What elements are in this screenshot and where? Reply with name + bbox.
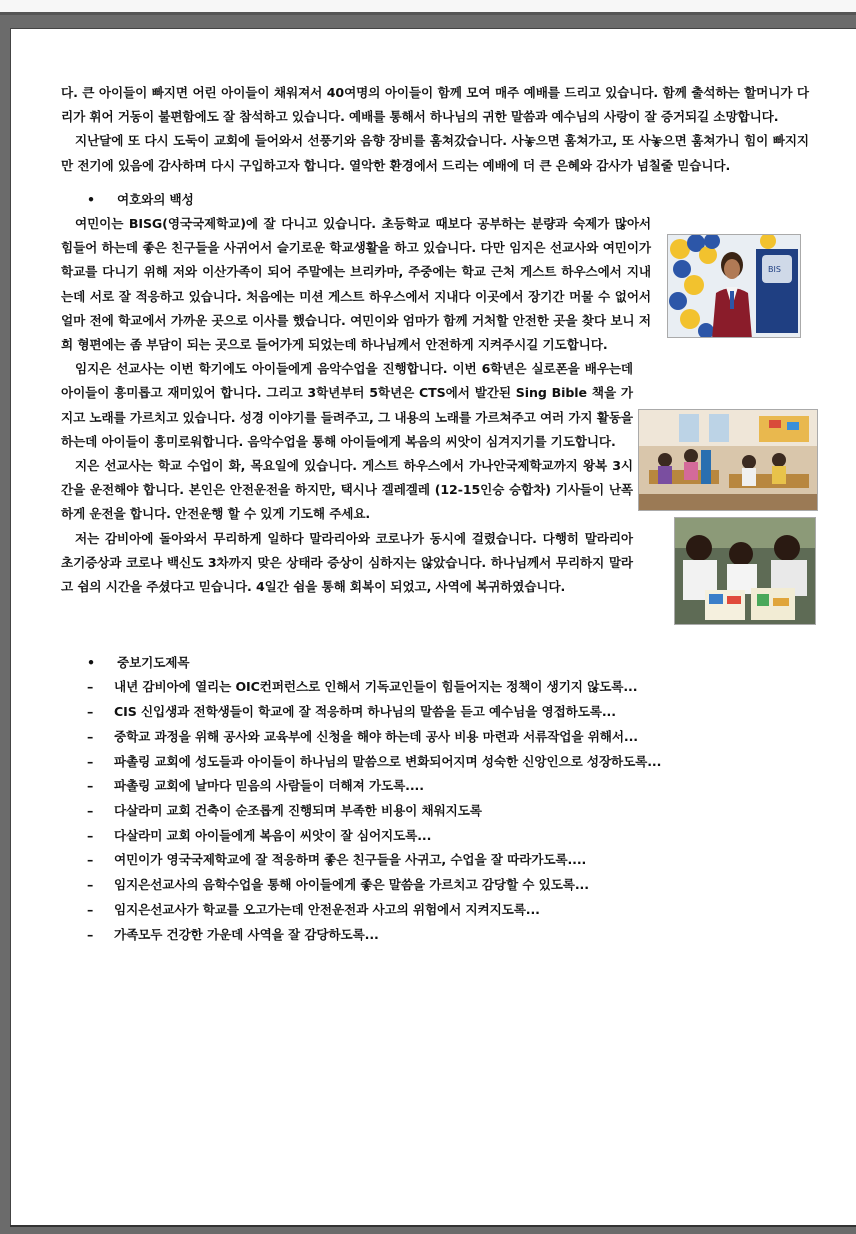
document-page bbox=[10, 28, 856, 1225]
section-heading-people bbox=[61, 188, 809, 212]
float-spacer-2 bbox=[633, 355, 809, 585]
paragraph-health: 저는 감비아에 돌아와서 무리하게 일하다 말라리아와 코로나가 동시에 걸렸습니다. 다행히 말라리아 초기증상과 코로나 백신도 3차까지 맞은 상태라 증상이 심하지는 않았습니다. 하나님께서 무리하지 말라고 쉼의 시간을 주셨다고 믿습니다. 4일간 쉼을 통해 회복이 되었고, 사역에 복귀하였습니다. bbox=[61, 530, 633, 595]
list-item: – 가족모두 건강한 가운데 사역을 잘 감당하도록... bbox=[87, 926, 379, 942]
letter-body bbox=[61, 81, 809, 947]
paragraph-theft: 지난달에 또 다시 도둑이 교회에 들어와서 선풍기와 음향 장비를 훔쳐갔습니다. 사놓으면 훔쳐가고, 또 사놓으면 훔쳐가니 힘이 빠지지만 전기에 있음에 감사하며 다시 구입하고자 합니다. 열악한 환경에서 드리는 예배에 더 큰 은혜와 감사가 넘칠줄 믿습니다. bbox=[61, 133, 809, 173]
list-item: – CIS 신입생과 전학생들이 학교에 잘 적응하며 하나님의 말씀을 듣고 예수님을 영접하도록... bbox=[87, 704, 616, 720]
list-item: – 파촐링 교회에 날마다 믿음의 사람들이 더해져 가도록.... bbox=[87, 778, 424, 794]
list-item: – 다살라미 교회 아이들에게 복음이 씨앗이 잘 심어지도록... bbox=[87, 827, 432, 843]
float-spacer-1 bbox=[651, 212, 809, 312]
section-title: 중보기도제목 bbox=[117, 655, 190, 671]
bullet-icon: • bbox=[87, 191, 95, 207]
list-item: – 임지은선교사가 학교를 오고가는데 안전운전과 사고의 위험에서 지켜지도록... bbox=[87, 901, 540, 917]
previous-page-edge bbox=[0, 0, 856, 15]
section-title: 여호와의 백성 bbox=[117, 191, 194, 207]
list-item: – 파촐링 교회에 성도들과 아이들이 하나님의 말씀으로 변화되어지며 성숙한 신앙인으로 성장하도록... bbox=[87, 753, 662, 769]
paragraph-music: 임지은 선교사는 이번 학기에도 아이들에게 음악수업을 진행합니다. 이번 6학년은 실로폰을 배우는데 아이들이 흥미롭고 재미있어 합니다. 그리고 3학년부터 5학년은 CTS에서 발간된 Sing Bible 책을 가지고 노래를 가르치고 있습니다. 성경 이야기를 들려주고, 그 내용의 노래를 가르쳐주고 여러 가지 활동을 하는데 아이들이 흥미로워합니다. 음악수업을 통해 아이들에게 복음의 씨앗이 심겨지기를 기도합니다. bbox=[61, 361, 633, 449]
list-item: – 여민이가 영국국제학교에 잘 적응하며 좋은 친구들을 사귀고, 수업을 잘 따라가도록.... bbox=[87, 852, 587, 868]
paragraph-intro: 다. 큰 아이들이 빠지면 어린 아이들이 채워져서 40여명의 아이들이 함께 모여 매주 예배를 드리고 있습니다. 함께 출석하는 할머니가 다리가 휘어 거동이 불편함에도 잘 참석하고 있습니다. 예배를 통해서 하나님의 귀한 말씀과 예수님의 사랑이 잘 증거되길 소망합니다. bbox=[61, 85, 809, 125]
paragraph-driving: 지은 선교사는 학교 수업이 화, 목요일에 있습니다. 게스트 하우스에서 가나안국제학교까지 왕복 3시간을 운전해야 합니다. 본인은 안전운전을 하지만, 택시나 겔레겔레 (12-15인승 승합차) 기사들이 난폭하게 운전을 합니다. 안전운행 할 수 있게 기도해 주세요. bbox=[61, 458, 633, 522]
list-item: – 임지은선교사의 음학수업을 통해 아이들에게 좋은 말씀을 가르치고 감당할 수 있도록... bbox=[87, 877, 589, 893]
svg-text:BIS: BIS bbox=[768, 265, 781, 274]
list-item: – 중학교 과정을 위해 공사와 교육부에 신청을 해야 하는데 공사 비용 마련과 서류작업을 위해서... bbox=[87, 728, 638, 744]
bullet-icon: • bbox=[87, 655, 95, 671]
list-item: – 다살라미 교회 건축이 순조롭게 진행되며 부족한 비용이 채워지도록 bbox=[87, 802, 482, 818]
prayer-list bbox=[61, 675, 809, 947]
list-item: – 내년 감비아에 열리는 OIC컨퍼런스로 인해서 기독교인들이 힘들어지는 정책이 생기지 않도록... bbox=[87, 679, 638, 695]
section-heading-prayer bbox=[61, 651, 809, 675]
paragraph-yeomin: 여민이는 BISG(영국국제학교)에 잘 다니고 있습니다. 초등학교 때보다 공부하는 분량과 숙제가 많아서 힘들어 하는데 좋은 친구들을 사귀어서 슬기로운 학교생활을 하고 있습니다. 다만 임지은 선교사와 여민이가 학교를 다니기 위해 저와 이산가족이 되어 주말에는 브리카마, 주중에는 학교 근처 게스트 하우스에서 지내는데 서로 잘 적응하고 있습니다. 처음에는 미션 게스트 하우스에서 지내다 이곳에서 장기간 머물 수 없어서 얼마 전에 학교에서 가까운 곳으로 이사를 했습니다. 여민이와 엄마가 함께 거처할 안전한 곳을 찾다 보니 저희 형편에는 좀 부담이 되는 곳으로 들어가게 되었는데 하나님께서 안전하게 지켜주시길 기도합니다. bbox=[61, 216, 651, 353]
